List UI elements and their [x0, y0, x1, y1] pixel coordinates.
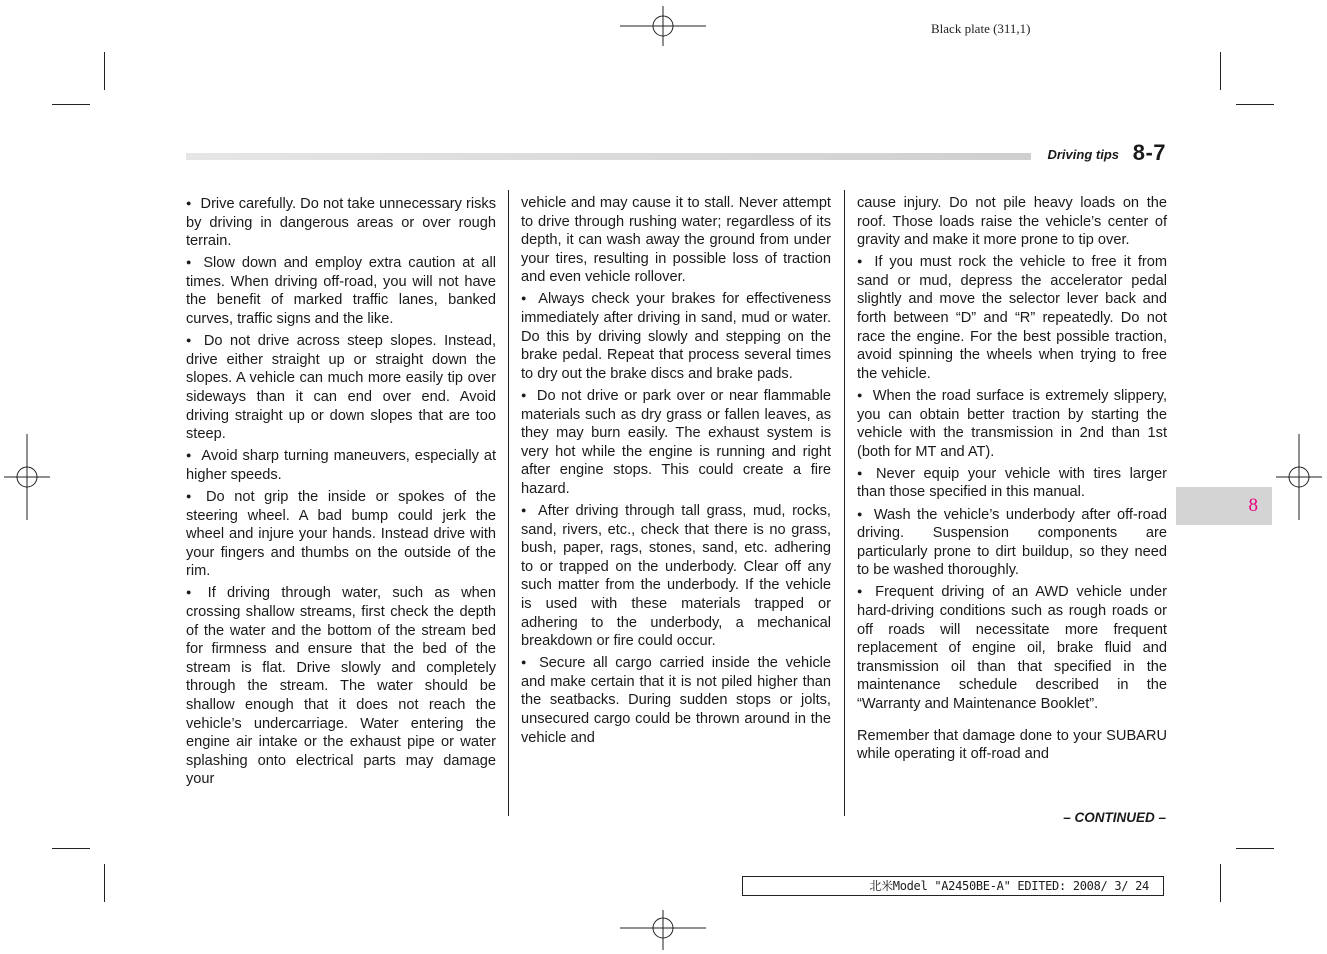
paragraph-text: If you must rock the vehicle to free it from sand or mud, depress the accelerator pedal slightly and move the selector lever back and forth between “D” and “R” repeatedly. Do not race the engine. For the best possible traction, avoid spinning the wheels when trying to free the vehicle. — [857, 254, 1168, 382]
bullet-icon: ● — [186, 198, 192, 208]
paragraph — [857, 727, 1167, 764]
bullet-paragraph — [186, 446, 496, 484]
bullet-paragraph — [521, 653, 831, 747]
registration-mark-bottom-icon — [620, 910, 706, 950]
bullet-paragraph — [857, 464, 1167, 502]
column-divider — [508, 190, 509, 816]
paragraph-text: If driving through water, such as when crossing shallow streams, first check the depth of the water and the bottom of the stream bed for firmness and ensure that the bed of the stream is flat. Drive slowly and completely through the stream. The water should be shallow enough that it does not reach the vehicle’s undercarriage. Water entering the engine air intake or the exhaust pipe or water splashing onto electrical parts may damage your — [186, 585, 496, 788]
bullet-paragraph — [521, 386, 831, 499]
page-number: 8-7 — [1132, 140, 1166, 165]
bullet-paragraph — [521, 289, 831, 383]
text-column-1 — [186, 194, 496, 791]
bullet-icon: ● — [857, 467, 867, 478]
column-divider — [844, 190, 845, 816]
paragraph — [857, 194, 1167, 250]
bullet-icon: ● — [521, 389, 528, 400]
header-rule — [186, 153, 1031, 160]
paragraph-text: vehicle and may cause it to stall. Never attempt to drive through rushing water; regardless of its depth, it can wash away the ground from under your tires, resulting in possible loss of traction and even vehicle rollover. — [521, 195, 831, 286]
registration-mark-left-icon — [4, 434, 50, 520]
paragraph-text: Do not drive or park over or near flammable materials such as dry grass or fallen leaves, as they may burn easily. The exhaust system is very hot while the engine is running and right after engine stops. This could create a fire hazard. — [521, 387, 831, 497]
section-title: Driving tips — [1047, 147, 1119, 162]
bullet-icon: ● — [857, 508, 865, 519]
bullet-icon: ● — [186, 257, 195, 268]
paragraph-text: Do not grip the inside or spokes of the steering wheel. A bad bump could jerk the wheel and injure your hands. Instead drive with your fingers and thumbs on the outside of the rim. — [186, 488, 496, 580]
paragraph-text: Never equip your vehicle with tires larger than those specified in this manual. — [857, 465, 1167, 501]
paragraph-text: Secure all cargo carried inside the vehicle and make certain that it is not piled higher than the seatbacks. During sudden stops or jolts, unsecured cargo could be thrown around in the vehicle and — [521, 655, 831, 746]
bullet-paragraph — [857, 252, 1167, 383]
registration-mark-right-icon — [1276, 434, 1322, 520]
bullet-paragraph — [186, 583, 496, 789]
edit-stamp: 北米Model "A2450BE-A" EDITED: 2008/ 3/ 24 — [742, 876, 1164, 896]
bullet-icon: ● — [521, 293, 530, 304]
paragraph-text: After driving through tall grass, mud, rocks, sand, rivers, etc., check that there is no grass, bush, paper, rags, stones, sand, etc. adhering to or trapped on the underbody. Clear off any such matter from the underbody. If the vehicle is used with these materials trapped or adhering to the underbody, a mechanical breakdown or fire could occur. — [521, 503, 831, 650]
bullet-paragraph — [186, 331, 496, 444]
bullet-paragraph — [857, 582, 1167, 713]
plate-label: Black plate (311,1) — [931, 21, 1031, 36]
chapter-tab[interactable] — [1176, 487, 1272, 525]
bullet-paragraph — [186, 487, 496, 581]
bullet-icon: ● — [521, 505, 530, 515]
bullet-icon: ● — [857, 389, 864, 400]
paragraph-text: Remember that damage done to your SUBARU while operating it off-road and — [857, 727, 1167, 763]
bullet-paragraph — [521, 501, 831, 651]
bullet-icon: ● — [186, 490, 197, 501]
paragraph-text: Always check your brakes for effectiveness immediately after driving in sand, mud or water. Do this by driving slowly and stepping on the brake pedal. Repeat that process several times to dry out the brake discs and brake pads. — [521, 291, 832, 382]
bullet-paragraph — [857, 386, 1167, 461]
paragraph-text: When the road surface is extremely slippery, you can obtain better traction by starting the vehicle with the transmission in 2nd than 1st (both for MT and AT). — [857, 387, 1168, 460]
paragraph-text: Drive carefully. Do not take unnecessary risks by driving in dangerous areas or over rough terrain. — [186, 196, 497, 250]
paragraph-text: Frequent driving of an AWD vehicle under hard-driving conditions such as rough roads or off roads will necessitate more frequent replacement of engine oil, brake fluid and transmission oil than that specified in the maintenance schedule described in the “Warranty and Maintenance Booklet”. — [857, 584, 1167, 712]
text-column-2 — [521, 194, 831, 750]
bullet-icon: ● — [186, 450, 193, 461]
bullet-paragraph — [186, 253, 496, 328]
registration-mark-top-icon — [620, 6, 706, 46]
bullet-icon: ● — [186, 587, 199, 598]
bullet-paragraph — [857, 505, 1167, 580]
bullet-icon: ● — [186, 335, 195, 346]
bullet-icon: ● — [857, 256, 866, 267]
paragraph-text: cause injury. Do not pile heavy loads on the roof. Those loads raise the vehicle’s center of gravity and make it more prone to tip over. — [857, 195, 1167, 249]
paragraph-text: Avoid sharp turning maneuvers, especially at higher speeds. — [186, 448, 496, 483]
text-column-3 — [857, 194, 1167, 766]
paragraph — [521, 194, 831, 287]
chapter-tab-number: 8 — [1248, 495, 1258, 516]
continued-label: – CONTINUED – — [1063, 810, 1166, 825]
paragraph-text: Do not drive across steep slopes. Instead, drive either straight up or straight down the slopes. A vehicle can much more easily tip over sideways than it can end over end. Avoid driving straight up or down slopes that are too steep. — [186, 333, 496, 443]
paragraph-text: Slow down and employ extra caution at all times. When driving off-road, you will not have the benefit of marked traffic lanes, banked curves, traffic signs and the like. — [186, 255, 496, 328]
paragraph-text: Wash the vehicle’s underbody after off-road driving. Suspension components are particularly prone to dirt buildup, so they need to be washed thoroughly. — [857, 506, 1167, 579]
bullet-icon: ● — [857, 586, 867, 597]
bullet-paragraph — [186, 194, 496, 251]
bullet-icon: ● — [521, 657, 531, 668]
